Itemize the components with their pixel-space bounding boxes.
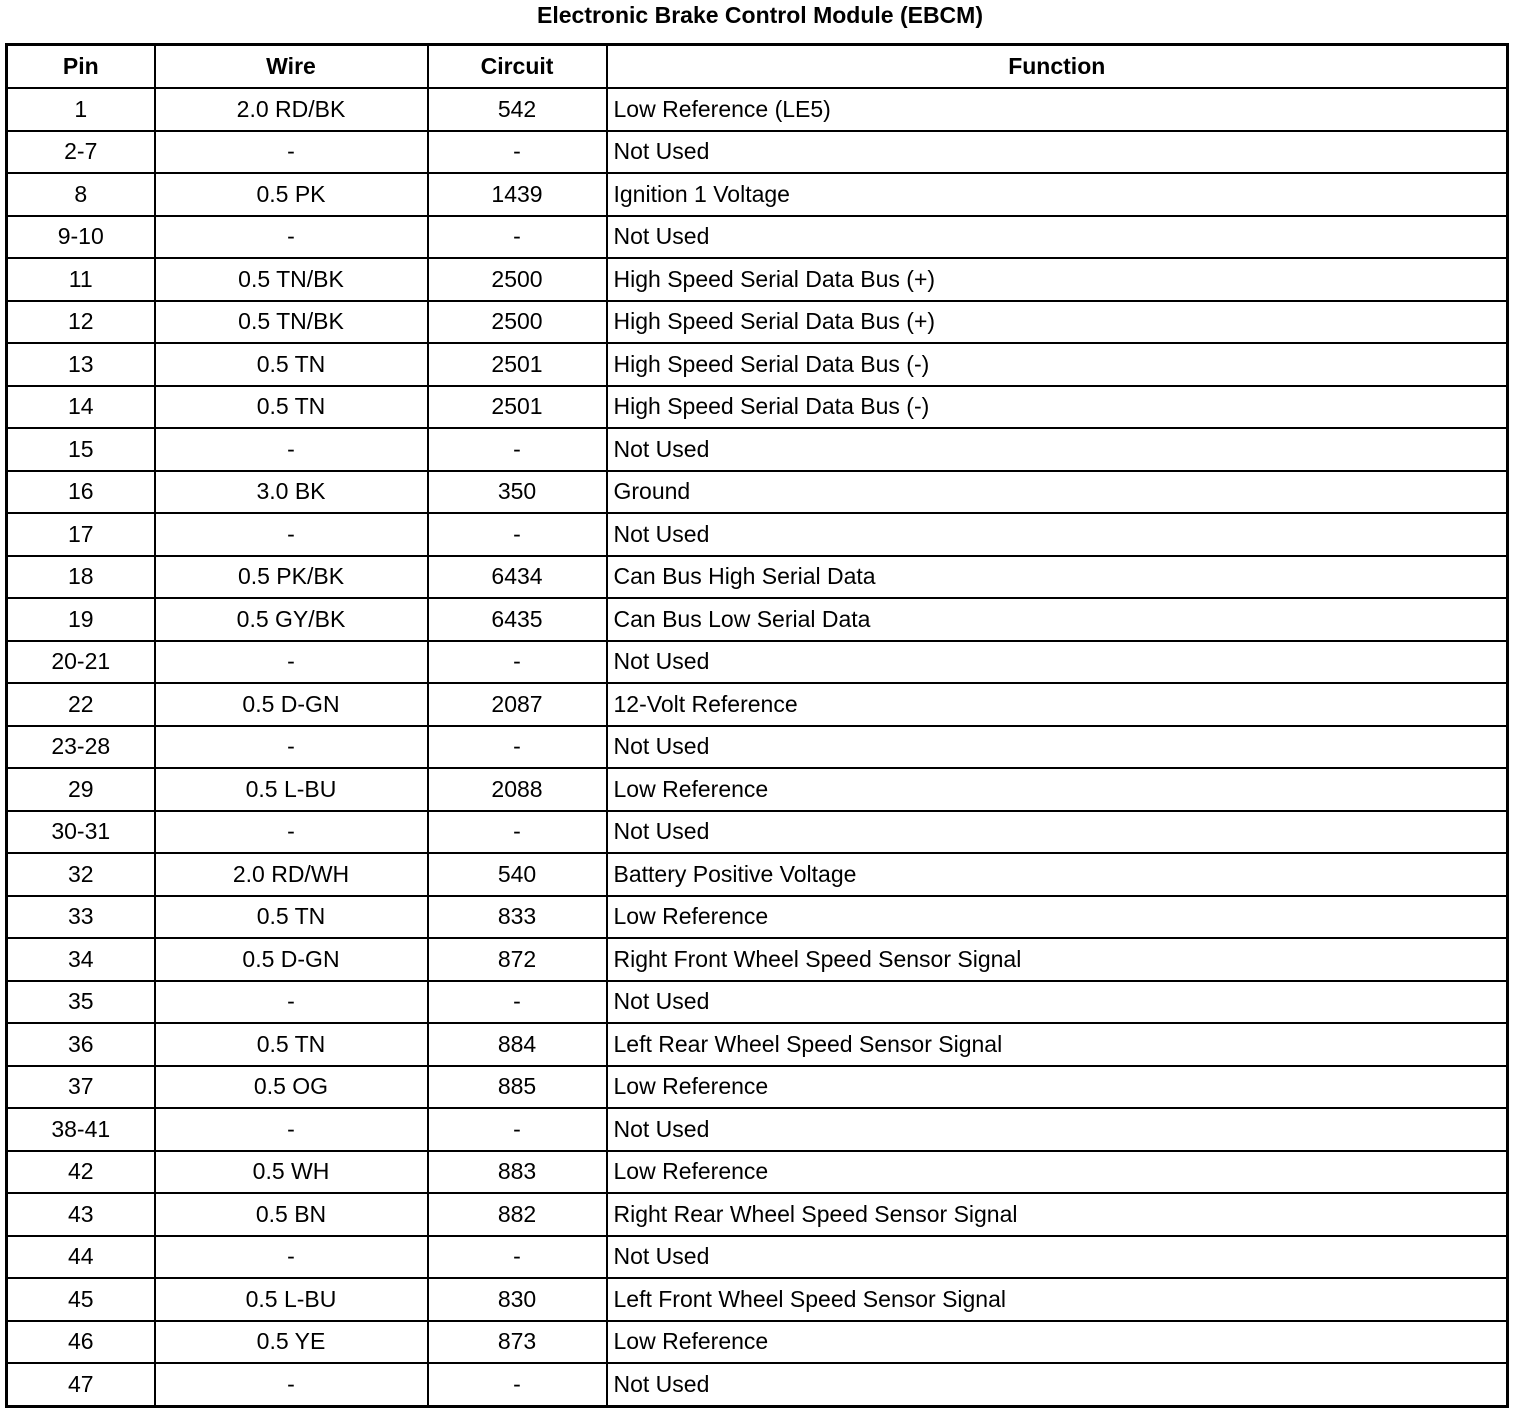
wire-cell: 0.5 TN/BK xyxy=(155,301,428,344)
function-cell: High Speed Serial Data Bus (-) xyxy=(607,343,1508,386)
table-row xyxy=(7,811,1508,854)
circuit-cell: - xyxy=(428,641,607,684)
table-row xyxy=(7,513,1508,556)
table-row xyxy=(7,853,1508,896)
table-row xyxy=(7,1151,1508,1194)
function-cell: High Speed Serial Data Bus (+) xyxy=(607,301,1508,344)
table-row xyxy=(7,1023,1508,1066)
wire-cell: - xyxy=(155,216,428,259)
pin-cell: 11 xyxy=(7,258,155,301)
pin-cell: 30-31 xyxy=(7,811,155,854)
wire-cell: 0.5 TN xyxy=(155,896,428,939)
wire-cell: - xyxy=(155,428,428,471)
pin-cell: 16 xyxy=(7,471,155,514)
pin-cell: 8 xyxy=(7,173,155,216)
wire-cell: 0.5 PK xyxy=(155,173,428,216)
pin-cell: 43 xyxy=(7,1193,155,1236)
pin-cell: 22 xyxy=(7,683,155,726)
circuit-cell: - xyxy=(428,131,607,174)
pin-cell: 17 xyxy=(7,513,155,556)
function-cell: High Speed Serial Data Bus (+) xyxy=(607,258,1508,301)
circuit-cell: - xyxy=(428,1236,607,1279)
wire-cell: 2.0 RD/BK xyxy=(155,88,428,131)
pin-cell: 42 xyxy=(7,1151,155,1194)
circuit-cell: 2500 xyxy=(428,301,607,344)
pin-cell: 1 xyxy=(7,88,155,131)
table-row xyxy=(7,131,1508,174)
function-cell: Can Bus High Serial Data xyxy=(607,556,1508,599)
circuit-cell: - xyxy=(428,216,607,259)
circuit-cell: 542 xyxy=(428,88,607,131)
header-function: Function xyxy=(607,45,1508,89)
circuit-cell: - xyxy=(428,428,607,471)
table-row xyxy=(7,768,1508,811)
wire-cell: 0.5 D-GN xyxy=(155,938,428,981)
header-pin: Pin xyxy=(7,45,155,89)
circuit-cell: - xyxy=(428,811,607,854)
function-cell: Not Used xyxy=(607,1363,1508,1406)
header-row xyxy=(7,45,1508,89)
circuit-cell: 1439 xyxy=(428,173,607,216)
function-cell: Not Used xyxy=(607,981,1508,1024)
function-cell: Not Used xyxy=(607,1108,1508,1151)
function-cell: Right Rear Wheel Speed Sensor Signal xyxy=(607,1193,1508,1236)
wire-cell: 0.5 GY/BK xyxy=(155,598,428,641)
wire-cell: 0.5 OG xyxy=(155,1066,428,1109)
table-row xyxy=(7,386,1508,429)
pin-cell: 12 xyxy=(7,301,155,344)
wire-cell: 0.5 L-BU xyxy=(155,1278,428,1321)
pin-cell: 23-28 xyxy=(7,726,155,769)
pin-cell: 34 xyxy=(7,938,155,981)
circuit-cell: - xyxy=(428,1363,607,1406)
table-row xyxy=(7,1193,1508,1236)
circuit-cell: 2501 xyxy=(428,343,607,386)
table-header xyxy=(7,45,1508,89)
pin-cell: 47 xyxy=(7,1363,155,1406)
wire-cell: 2.0 RD/WH xyxy=(155,853,428,896)
table-row xyxy=(7,1236,1508,1279)
pin-cell: 9-10 xyxy=(7,216,155,259)
pin-cell: 29 xyxy=(7,768,155,811)
circuit-cell: 830 xyxy=(428,1278,607,1321)
circuit-cell: 2087 xyxy=(428,683,607,726)
function-cell: Ignition 1 Voltage xyxy=(607,173,1508,216)
wire-cell: 0.5 WH xyxy=(155,1151,428,1194)
function-cell: Not Used xyxy=(607,131,1508,174)
pin-cell: 38-41 xyxy=(7,1108,155,1151)
wire-cell: - xyxy=(155,981,428,1024)
pin-cell: 20-21 xyxy=(7,641,155,684)
header-wire: Wire xyxy=(155,45,428,89)
pin-cell: 35 xyxy=(7,981,155,1024)
circuit-cell: 6435 xyxy=(428,598,607,641)
table-row xyxy=(7,1363,1508,1406)
wire-cell: - xyxy=(155,1108,428,1151)
pin-cell: 32 xyxy=(7,853,155,896)
table-row xyxy=(7,88,1508,131)
function-cell: Can Bus Low Serial Data xyxy=(607,598,1508,641)
wire-cell: 0.5 TN/BK xyxy=(155,258,428,301)
table-row xyxy=(7,641,1508,684)
wire-cell: 0.5 TN xyxy=(155,386,428,429)
function-cell: Low Reference xyxy=(607,1151,1508,1194)
function-cell: Not Used xyxy=(607,513,1508,556)
wire-cell: - xyxy=(155,1236,428,1279)
circuit-cell: 833 xyxy=(428,896,607,939)
circuit-cell: - xyxy=(428,1108,607,1151)
table-row xyxy=(7,598,1508,641)
table-row xyxy=(7,216,1508,259)
function-cell: Not Used xyxy=(607,216,1508,259)
pin-cell: 45 xyxy=(7,1278,155,1321)
function-cell: Not Used xyxy=(607,1236,1508,1279)
wire-cell: - xyxy=(155,131,428,174)
pin-cell: 2-7 xyxy=(7,131,155,174)
wire-cell: 0.5 BN xyxy=(155,1193,428,1236)
wire-cell: 0.5 PK/BK xyxy=(155,556,428,599)
pin-cell: 19 xyxy=(7,598,155,641)
circuit-cell: 872 xyxy=(428,938,607,981)
pin-cell: 36 xyxy=(7,1023,155,1066)
pin-cell: 15 xyxy=(7,428,155,471)
circuit-cell: 540 xyxy=(428,853,607,896)
wire-cell: - xyxy=(155,726,428,769)
wire-cell: 0.5 TN xyxy=(155,343,428,386)
circuit-cell: 873 xyxy=(428,1321,607,1364)
wire-cell: 0.5 YE xyxy=(155,1321,428,1364)
wire-cell: - xyxy=(155,1363,428,1406)
function-cell: 12-Volt Reference xyxy=(607,683,1508,726)
wire-cell: 0.5 TN xyxy=(155,1023,428,1066)
header-circuit: Circuit xyxy=(428,45,607,89)
circuit-cell: 884 xyxy=(428,1023,607,1066)
table-row xyxy=(7,258,1508,301)
function-cell: Low Reference xyxy=(607,768,1508,811)
circuit-cell: - xyxy=(428,726,607,769)
table-row xyxy=(7,1278,1508,1321)
function-cell: Left Front Wheel Speed Sensor Signal xyxy=(607,1278,1508,1321)
circuit-cell: - xyxy=(428,981,607,1024)
function-cell: Ground xyxy=(607,471,1508,514)
circuit-cell: 2088 xyxy=(428,768,607,811)
function-cell: High Speed Serial Data Bus (-) xyxy=(607,386,1508,429)
table-row xyxy=(7,173,1508,216)
function-cell: Not Used xyxy=(607,726,1508,769)
page-title: Electronic Brake Control Module (EBCM) xyxy=(537,2,983,28)
function-cell: Not Used xyxy=(607,641,1508,684)
circuit-cell: 350 xyxy=(428,471,607,514)
pinout-table xyxy=(5,43,1509,1408)
wire-cell: 3.0 BK xyxy=(155,471,428,514)
pin-cell: 33 xyxy=(7,896,155,939)
pin-cell: 46 xyxy=(7,1321,155,1364)
circuit-cell: 885 xyxy=(428,1066,607,1109)
circuit-cell: - xyxy=(428,513,607,556)
table-row xyxy=(7,683,1508,726)
function-cell: Low Reference xyxy=(607,1321,1508,1364)
circuit-cell: 2500 xyxy=(428,258,607,301)
pin-cell: 14 xyxy=(7,386,155,429)
function-cell: Battery Positive Voltage xyxy=(607,853,1508,896)
wire-cell: - xyxy=(155,811,428,854)
table-row xyxy=(7,896,1508,939)
table-row xyxy=(7,556,1508,599)
wire-cell: - xyxy=(155,513,428,556)
wire-cell: - xyxy=(155,641,428,684)
wire-cell: 0.5 L-BU xyxy=(155,768,428,811)
wire-cell: 0.5 D-GN xyxy=(155,683,428,726)
table-row xyxy=(7,726,1508,769)
table-row xyxy=(7,938,1508,981)
function-cell: Not Used xyxy=(607,428,1508,471)
function-cell: Left Rear Wheel Speed Sensor Signal xyxy=(607,1023,1508,1066)
function-cell: Low Reference xyxy=(607,1066,1508,1109)
table-row xyxy=(7,1108,1508,1151)
table-row xyxy=(7,1066,1508,1109)
pin-cell: 13 xyxy=(7,343,155,386)
pin-cell: 44 xyxy=(7,1236,155,1279)
table-row xyxy=(7,343,1508,386)
table-row xyxy=(7,981,1508,1024)
function-cell: Right Front Wheel Speed Sensor Signal xyxy=(607,938,1508,981)
function-cell: Not Used xyxy=(607,811,1508,854)
circuit-cell: 2501 xyxy=(428,386,607,429)
circuit-cell: 6434 xyxy=(428,556,607,599)
function-cell: Low Reference xyxy=(607,896,1508,939)
circuit-cell: 882 xyxy=(428,1193,607,1236)
function-cell: Low Reference (LE5) xyxy=(607,88,1508,131)
table-body xyxy=(7,88,1508,1406)
table-row xyxy=(7,301,1508,344)
circuit-cell: 883 xyxy=(428,1151,607,1194)
table-row xyxy=(7,1321,1508,1364)
table-row xyxy=(7,471,1508,514)
pin-cell: 18 xyxy=(7,556,155,599)
table-row xyxy=(7,428,1508,471)
pin-cell: 37 xyxy=(7,1066,155,1109)
